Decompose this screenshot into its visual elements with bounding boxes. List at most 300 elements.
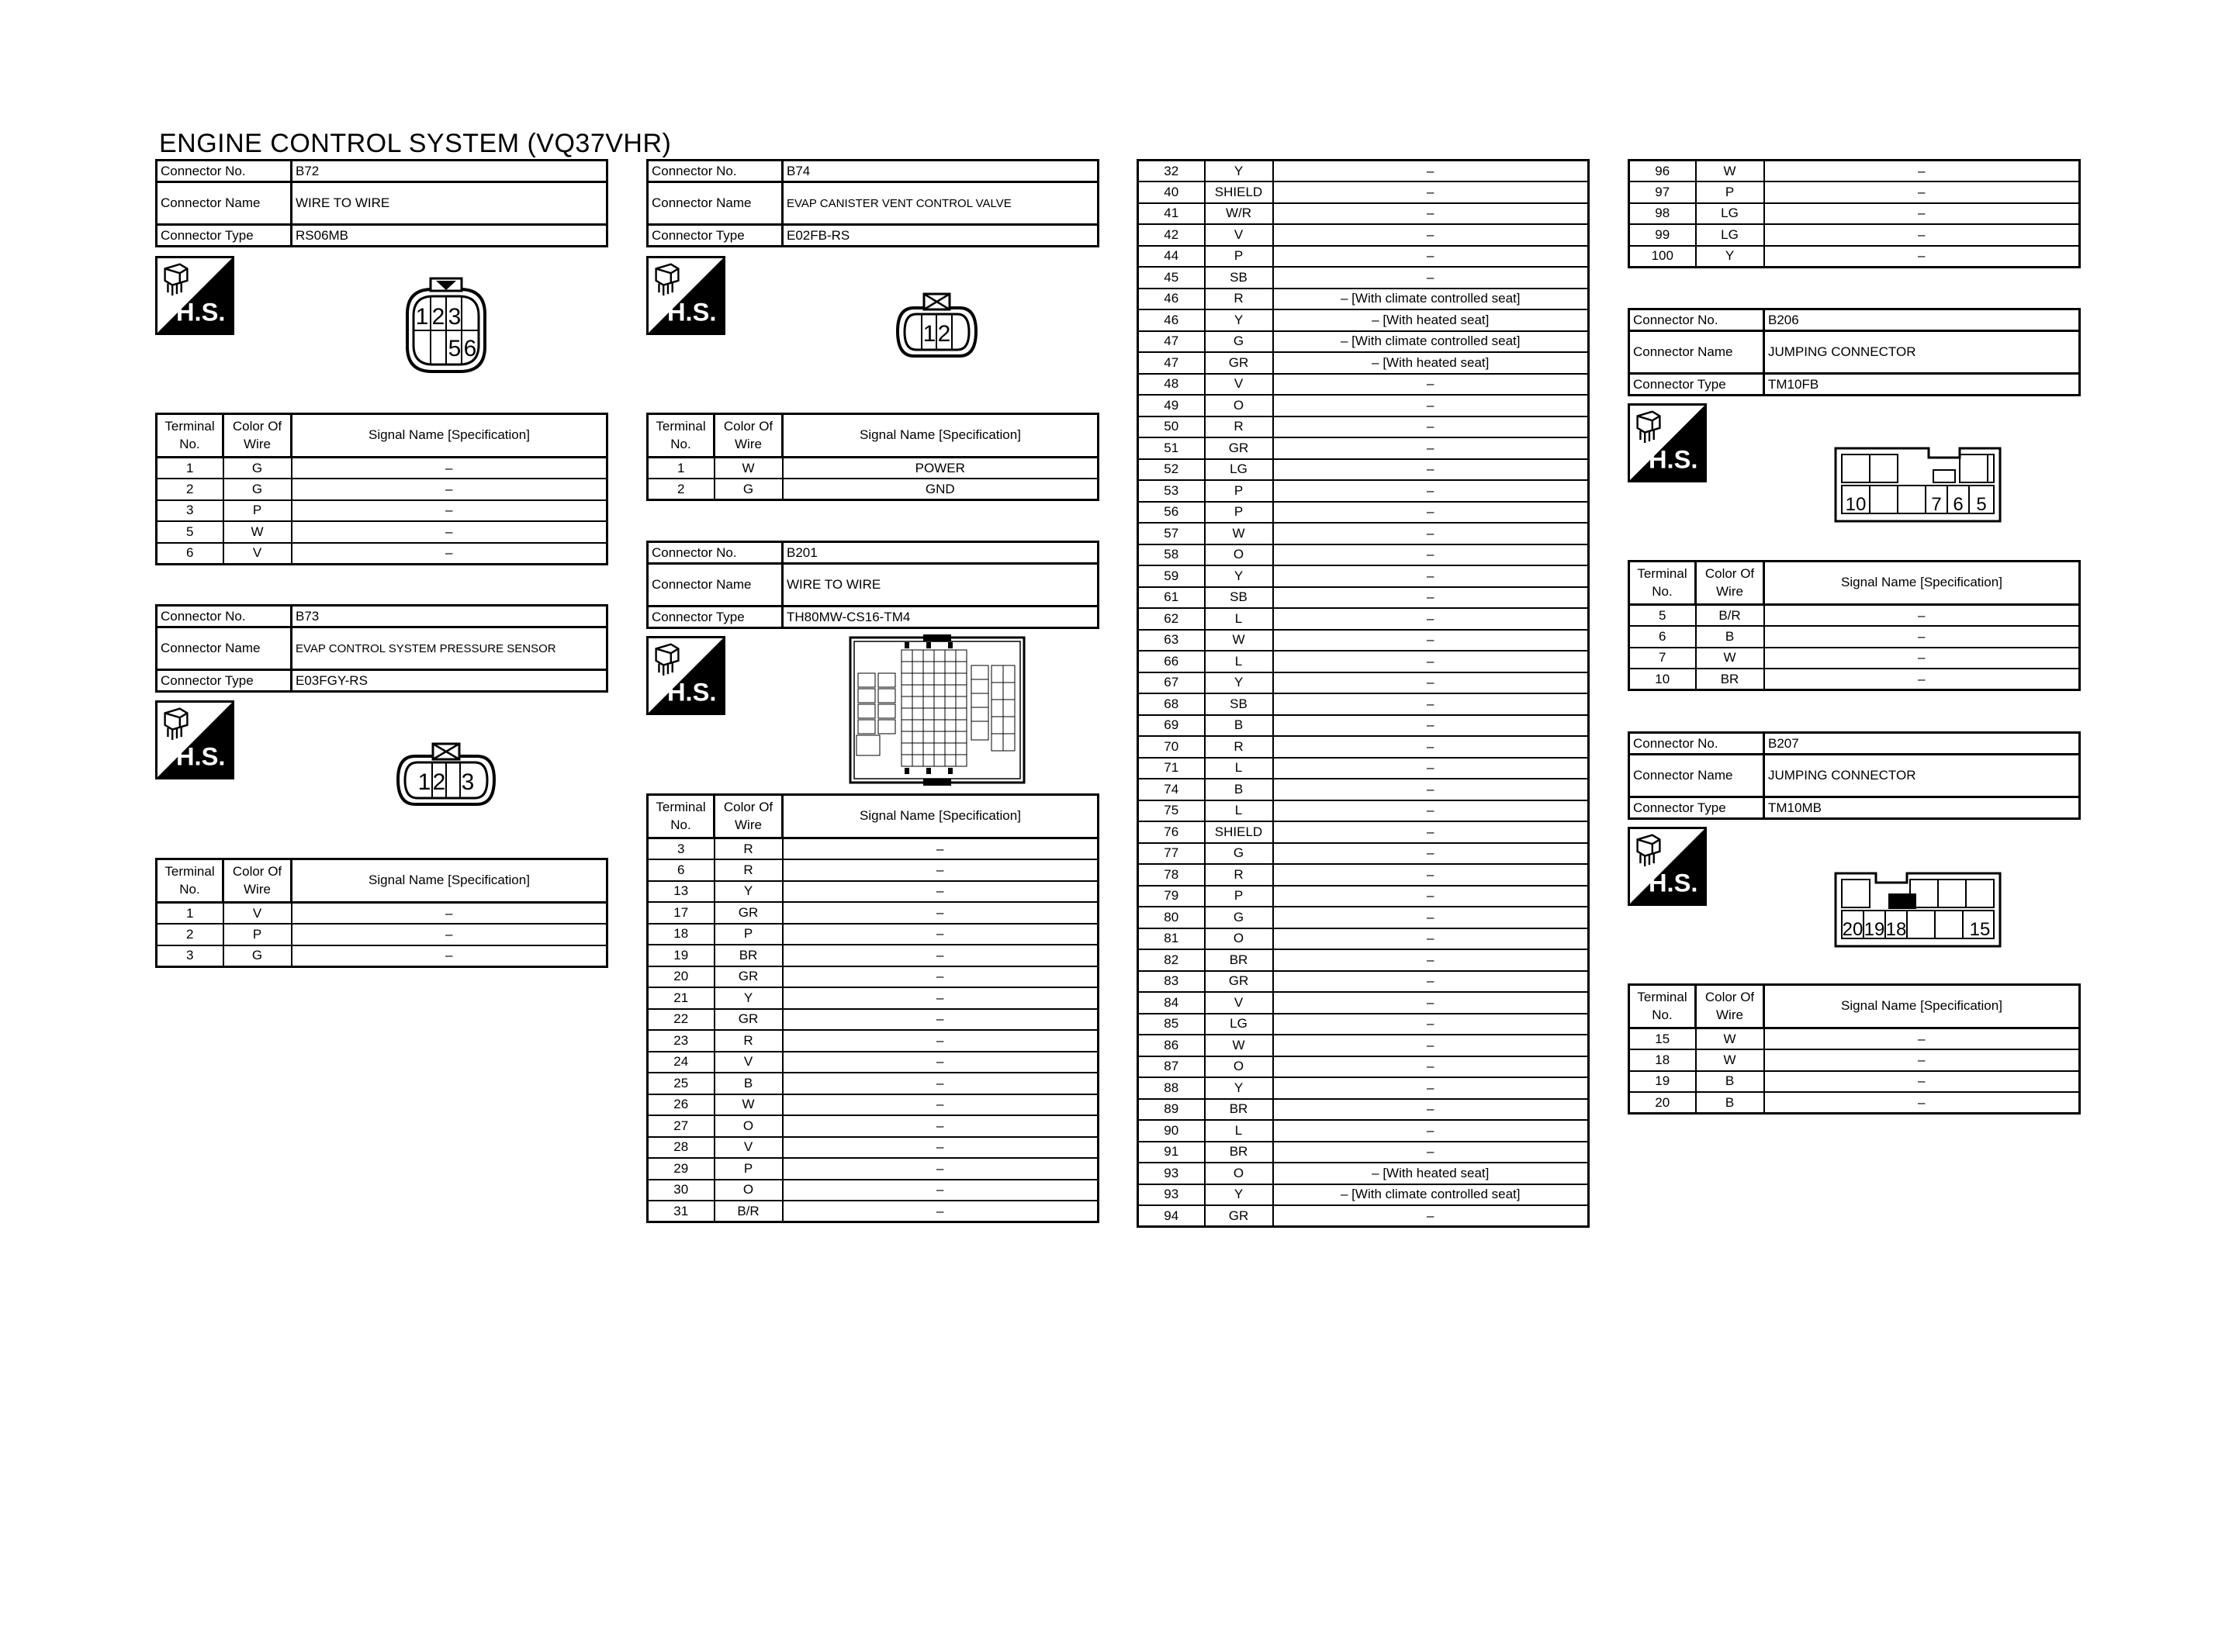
wire-color-cell: Y <box>1205 565 1273 587</box>
color-of-wire-header: Color Of Wire <box>223 859 292 903</box>
wire-color-cell: V <box>715 1052 783 1073</box>
wire-color-cell: R <box>1205 289 1273 310</box>
signal-name-cell: – <box>783 1052 1099 1073</box>
terminal-no-cell: 81 <box>1138 928 1205 950</box>
terminal-no-header: Terminal No. <box>157 859 223 903</box>
table-row <box>1138 544 1589 566</box>
signal-name-cell: – <box>1273 864 1589 886</box>
table-row <box>648 1094 1099 1116</box>
b206-header <box>1628 308 2081 396</box>
terminal-no-cell: 96 <box>1629 161 1696 182</box>
terminal-no-cell: 97 <box>1629 181 1696 203</box>
signal-name-cell: – <box>1273 907 1589 928</box>
table-row <box>157 543 607 565</box>
table-row <box>1138 693 1589 715</box>
terminal-no-cell: 46 <box>1138 289 1205 310</box>
terminal-no-cell: 58 <box>1138 544 1205 566</box>
connector-name-value: JUMPING CONNECTOR <box>1764 331 2080 374</box>
table-row <box>1629 246 2080 268</box>
connector-type-value: TH80MW-CS16-TM4 <box>783 607 1099 628</box>
wire-color-cell: G <box>1205 331 1273 353</box>
color-of-wire-header: Color Of Wire <box>715 795 783 838</box>
wire-color-cell: Y <box>1205 161 1273 182</box>
wire-color-cell: O <box>715 1115 783 1137</box>
signal-name-cell: – <box>1764 203 2080 225</box>
terminal-no-cell: 80 <box>1138 907 1205 928</box>
wire-color-cell: W <box>715 458 783 479</box>
table-row <box>1138 1142 1589 1163</box>
table-row <box>1138 1014 1589 1035</box>
connector-type-label: Connector Type <box>1629 797 1764 819</box>
terminal-no-cell: 94 <box>1138 1205 1205 1227</box>
signal-name-header: Signal Name [Specification] <box>783 414 1099 458</box>
signal-name-cell: – <box>292 521 607 543</box>
terminal-no-cell: 6 <box>157 543 223 565</box>
wire-color-cell: P <box>1696 181 1764 203</box>
pin-label: 5 <box>1976 494 1987 515</box>
connector-no-value: B201 <box>783 542 1099 564</box>
table-row <box>1138 608 1589 630</box>
signal-name-cell: – <box>1273 246 1589 268</box>
signal-name-cell: – <box>783 1009 1099 1031</box>
signal-name-cell: – <box>1273 1120 1589 1142</box>
signal-name-cell: – <box>1273 693 1589 715</box>
wire-color-cell: R <box>715 838 783 860</box>
signal-name-cell: – <box>1273 523 1589 544</box>
wire-color-cell: BR <box>1205 1142 1273 1163</box>
wire-color-cell: W <box>1696 1028 1764 1050</box>
table-row <box>1138 672 1589 694</box>
pin-label: 3 <box>461 769 475 795</box>
pin-label: 19 <box>1864 919 1885 940</box>
wire-color-cell: O <box>715 1180 783 1201</box>
table-row <box>1138 480 1589 502</box>
terminal-no-cell: 53 <box>1138 480 1205 502</box>
terminal-no-cell: 47 <box>1138 331 1205 353</box>
harness-side-icon <box>155 700 234 779</box>
terminal-no-cell: 2 <box>157 924 223 945</box>
terminal-no-cell: 89 <box>1138 1099 1205 1121</box>
table-row <box>1138 1184 1589 1206</box>
terminal-no-cell: 78 <box>1138 864 1205 886</box>
wire-color-cell: W <box>1205 630 1273 651</box>
signal-name-cell: – <box>1273 161 1589 182</box>
wire-color-cell: V <box>1205 224 1273 246</box>
wire-color-cell: G <box>1205 907 1273 928</box>
wire-color-cell: LG <box>1696 203 1764 225</box>
terminal-no-cell: 1 <box>157 458 223 479</box>
signal-name-cell: – <box>1764 161 2080 182</box>
terminal-no-cell: 84 <box>1138 992 1205 1014</box>
terminal-no-cell: 20 <box>1629 1092 1696 1114</box>
b73-connector-face <box>392 741 500 810</box>
table-row <box>1138 437 1589 459</box>
signal-name-cell: – <box>1764 1049 2080 1071</box>
b74-terminal-table <box>646 413 1099 501</box>
signal-name-cell: – <box>1273 608 1589 630</box>
terminal-no-cell: 2 <box>648 479 715 500</box>
table-row <box>1629 1049 2080 1071</box>
table-row <box>1138 395 1589 416</box>
pin-label: 18 <box>1885 919 1907 940</box>
table-row <box>1138 907 1589 928</box>
terminal-no-cell: 56 <box>1138 502 1205 524</box>
connector-no-value: B72 <box>292 161 607 182</box>
signal-name-cell: – <box>292 903 607 924</box>
wire-color-cell: Y <box>1205 1077 1273 1099</box>
wire-color-cell: SB <box>1205 267 1273 289</box>
table-row <box>1138 181 1589 203</box>
signal-name-cell: – <box>1273 843 1589 865</box>
wire-color-cell: O <box>1205 544 1273 566</box>
signal-name-cell: – <box>292 458 607 479</box>
signal-name-cell: – [With heated seat] <box>1273 1163 1589 1184</box>
terminal-no-cell: 91 <box>1138 1142 1205 1163</box>
terminal-no-cell: 46 <box>1138 309 1205 331</box>
table-row <box>648 902 1099 924</box>
wire-color-cell: BR <box>1205 1099 1273 1121</box>
wire-color-cell: Y <box>1205 672 1273 694</box>
signal-name-cell: – <box>1273 800 1589 822</box>
wire-color-cell: W <box>1696 1049 1764 1071</box>
terminal-no-cell: 83 <box>1138 971 1205 993</box>
wire-color-cell: P <box>223 924 292 945</box>
wire-color-cell: V <box>223 903 292 924</box>
signal-name-cell: – <box>1273 672 1589 694</box>
table-row <box>1138 928 1589 950</box>
table-row <box>1629 605 2080 627</box>
wire-color-cell: R <box>1205 736 1273 758</box>
terminal-no-cell: 67 <box>1138 672 1205 694</box>
signal-name-cell: – <box>1764 626 2080 648</box>
terminal-no-cell: 5 <box>157 521 223 543</box>
signal-name-cell: – [With climate controlled seat] <box>1273 331 1589 353</box>
signal-name-cell: – <box>1273 181 1589 203</box>
pin-label: 1 <box>922 321 936 347</box>
signal-name-cell: – <box>1273 480 1589 502</box>
wire-color-cell: GR <box>715 1009 783 1031</box>
signal-name-cell: – <box>1273 992 1589 1014</box>
terminal-no-cell: 30 <box>648 1180 715 1201</box>
terminal-no-cell: 52 <box>1138 459 1205 481</box>
wire-color-cell: Y <box>715 881 783 903</box>
table-row <box>1138 523 1589 544</box>
terminal-no-cell: 51 <box>1138 437 1205 459</box>
connector-type-label: Connector Type <box>157 670 292 692</box>
connector-type-label: Connector Type <box>648 225 783 247</box>
wire-color-cell: Y <box>1205 309 1273 331</box>
hs-badge-text: H.S. <box>1648 868 1698 897</box>
wire-color-cell: V <box>1205 374 1273 396</box>
wire-color-cell: SB <box>1205 587 1273 609</box>
terminal-no-header: Terminal No. <box>157 414 223 458</box>
connector-name-value: WIRE TO WIRE <box>783 564 1099 607</box>
signal-name-cell: – <box>1273 1014 1589 1035</box>
signal-name-cell: – <box>783 838 1099 860</box>
signal-name-cell: – <box>1273 1035 1589 1056</box>
table-row <box>648 1073 1099 1094</box>
table-row <box>157 458 607 479</box>
wire-color-cell: LG <box>1205 459 1273 481</box>
connector-no-value: B74 <box>783 161 1099 182</box>
signal-name-header: Signal Name [Specification] <box>292 414 607 458</box>
wire-color-cell: GR <box>1205 971 1273 993</box>
table-row <box>157 479 607 500</box>
signal-name-cell: – <box>1273 715 1589 737</box>
terminal-no-cell: 13 <box>648 881 715 903</box>
terminal-no-cell: 6 <box>648 859 715 881</box>
table-row <box>648 859 1099 881</box>
signal-name-cell: – <box>1764 1028 2080 1050</box>
b201-connector-face <box>847 634 1027 786</box>
table-row <box>1138 992 1589 1014</box>
terminal-no-cell: 28 <box>648 1137 715 1159</box>
terminal-no-cell: 6 <box>1629 626 1696 648</box>
signal-name-cell: – <box>1764 1071 2080 1093</box>
connector-name-label: Connector Name <box>648 182 783 225</box>
terminal-no-cell: 1 <box>157 903 223 924</box>
pin-label: 3 <box>448 304 462 330</box>
table-row <box>1138 1099 1589 1121</box>
harness-side-icon <box>1628 827 1707 906</box>
b73-header <box>155 604 608 693</box>
signal-name-cell: – <box>783 1115 1099 1137</box>
signal-name-cell: – <box>1273 886 1589 907</box>
terminal-no-header: Terminal No. <box>648 795 715 838</box>
signal-name-cell: – [With heated seat] <box>1273 352 1589 374</box>
terminal-no-cell: 66 <box>1138 651 1205 672</box>
table-row <box>1138 821 1589 843</box>
connector-name-label: Connector Name <box>1629 331 1764 374</box>
connector-name-label: Connector Name <box>157 627 292 670</box>
terminal-no-cell: 27 <box>648 1115 715 1137</box>
connector-no-value: B73 <box>292 606 607 627</box>
terminal-no-cell: 82 <box>1138 949 1205 971</box>
wire-color-cell: W <box>1205 1035 1273 1056</box>
connector-no-label: Connector No. <box>157 606 292 627</box>
wire-color-cell: G <box>715 479 783 500</box>
signal-name-cell: – <box>783 1201 1099 1222</box>
signal-name-cell: – <box>783 1158 1099 1180</box>
wire-color-cell: P <box>1205 502 1273 524</box>
terminal-no-cell: 5 <box>1629 605 1696 627</box>
signal-name-cell: – <box>292 945 607 967</box>
signal-name-cell: – <box>1273 1077 1589 1099</box>
table-row <box>1629 1092 2080 1114</box>
table-row <box>648 1115 1099 1137</box>
wire-color-cell: B <box>1696 1071 1764 1093</box>
table-row <box>1138 1163 1589 1184</box>
harness-side-icon <box>646 636 725 715</box>
table-row <box>1629 669 2080 690</box>
connector-type-value: E02FB-RS <box>783 225 1099 247</box>
wire-color-cell: BR <box>1205 949 1273 971</box>
signal-name-cell: – [With heated seat] <box>1273 309 1589 331</box>
terminal-no-cell: 99 <box>1629 224 1696 246</box>
terminal-no-cell: 26 <box>648 1094 715 1116</box>
terminal-no-cell: 61 <box>1138 587 1205 609</box>
terminal-no-cell: 29 <box>648 1158 715 1180</box>
signal-name-cell: – <box>1273 1056 1589 1078</box>
wire-color-cell: LG <box>1205 1014 1273 1035</box>
wire-color-cell: V <box>1205 992 1273 1014</box>
terminal-no-cell: 88 <box>1138 1077 1205 1099</box>
wire-color-cell: W <box>715 1094 783 1116</box>
terminal-no-cell: 22 <box>648 1009 715 1031</box>
terminal-no-cell: 68 <box>1138 693 1205 715</box>
signal-name-header: Signal Name [Specification] <box>292 859 607 903</box>
b201-header <box>646 541 1099 629</box>
terminal-no-cell: 42 <box>1138 224 1205 246</box>
signal-name-cell: – <box>1273 502 1589 524</box>
table-row <box>648 1009 1099 1031</box>
terminal-no-cell: 18 <box>648 924 715 945</box>
pin-label: 20 <box>1842 919 1864 940</box>
signal-name-cell: – <box>1273 459 1589 481</box>
terminal-no-cell: 20 <box>648 966 715 988</box>
terminal-no-cell: 71 <box>1138 758 1205 779</box>
table-row <box>157 945 607 967</box>
terminal-no-cell: 86 <box>1138 1035 1205 1056</box>
table-row <box>648 881 1099 903</box>
connector-type-value: TM10FB <box>1764 374 2080 396</box>
page-title: ENGINE CONTROL SYSTEM (VQ37VHR) <box>159 129 672 158</box>
table-row <box>1138 971 1589 993</box>
table-row <box>1138 886 1589 907</box>
signal-name-cell: – <box>783 987 1099 1009</box>
terminal-no-cell: 69 <box>1138 715 1205 737</box>
table-row <box>648 1180 1099 1201</box>
wire-color-cell: BR <box>1696 669 1764 690</box>
signal-name-cell: – <box>783 859 1099 881</box>
table-row <box>157 924 607 945</box>
terminal-no-cell: 10 <box>1629 669 1696 690</box>
terminal-no-cell: 3 <box>648 838 715 860</box>
table-row <box>1138 1120 1589 1142</box>
table-row <box>1138 203 1589 225</box>
table-row <box>1629 1071 2080 1093</box>
signal-name-cell: – <box>1764 669 2080 690</box>
b201-terminal-table-part2 <box>1137 159 1590 1228</box>
signal-name-cell: – <box>783 902 1099 924</box>
terminal-no-cell: 76 <box>1138 821 1205 843</box>
wire-color-cell: P <box>223 500 292 522</box>
wire-color-cell: GR <box>1205 352 1273 374</box>
table-row <box>648 838 1099 860</box>
signal-name-cell: – <box>1273 1205 1589 1227</box>
signal-name-cell: – <box>292 924 607 945</box>
terminal-no-cell: 62 <box>1138 608 1205 630</box>
signal-name-cell: – <box>292 479 607 500</box>
table-row <box>648 1030 1099 1052</box>
terminal-no-cell: 57 <box>1138 523 1205 544</box>
signal-name-cell: – <box>1273 544 1589 566</box>
table-row <box>648 479 1099 500</box>
connector-name-value: JUMPING CONNECTOR <box>1764 755 2080 797</box>
table-row <box>648 1158 1099 1180</box>
table-row <box>648 945 1099 966</box>
terminal-no-cell: 3 <box>157 945 223 967</box>
signal-name-cell: – [With climate controlled seat] <box>1273 1184 1589 1206</box>
terminal-no-cell: 93 <box>1138 1184 1205 1206</box>
table-row <box>157 500 607 522</box>
terminal-no-cell: 15 <box>1629 1028 1696 1050</box>
signal-name-cell: – <box>1273 779 1589 800</box>
terminal-no-cell: 7 <box>1629 648 1696 669</box>
signal-name-cell: – <box>783 966 1099 988</box>
pin-label: 7 <box>1931 494 1942 515</box>
table-row <box>1138 224 1589 246</box>
table-row <box>1629 203 2080 225</box>
harness-side-icon <box>155 256 234 335</box>
terminal-no-cell: 87 <box>1138 1056 1205 1078</box>
table-row <box>648 924 1099 945</box>
b74-connector-face <box>892 291 981 365</box>
table-row <box>1138 374 1589 396</box>
terminal-no-header: Terminal No. <box>648 414 715 458</box>
connector-no-label: Connector No. <box>1629 309 1764 331</box>
pin-label: 2 <box>937 321 951 347</box>
wire-color-cell: B <box>1205 715 1273 737</box>
b201-terminal-table-part3 <box>1628 159 2081 268</box>
terminal-no-cell: 90 <box>1138 1120 1205 1142</box>
table-row <box>1138 800 1589 822</box>
terminal-no-cell: 23 <box>648 1030 715 1052</box>
wire-color-cell: V <box>223 543 292 565</box>
terminal-no-cell: 45 <box>1138 267 1205 289</box>
wire-color-cell: Y <box>715 987 783 1009</box>
connector-name-value: EVAP CANISTER VENT CONTROL VALVE <box>783 182 1099 225</box>
signal-name-cell: GND <box>783 479 1099 500</box>
wire-color-cell: L <box>1205 651 1273 672</box>
signal-name-cell: – <box>783 881 1099 903</box>
table-row <box>1629 648 2080 669</box>
wire-color-cell: B/R <box>715 1201 783 1222</box>
pin-label: 6 <box>463 336 477 361</box>
signal-name-cell: – <box>783 1180 1099 1201</box>
table-row <box>1138 758 1589 779</box>
wire-color-cell: SHIELD <box>1205 181 1273 203</box>
signal-name-cell: – <box>1273 949 1589 971</box>
terminal-no-cell: 44 <box>1138 246 1205 268</box>
signal-name-header: Signal Name [Specification] <box>1764 985 2080 1028</box>
signal-name-cell: – <box>1273 224 1589 246</box>
table-row <box>157 903 607 924</box>
table-row <box>648 1201 1099 1222</box>
terminal-no-cell: 75 <box>1138 800 1205 822</box>
wire-color-cell: P <box>715 1158 783 1180</box>
wire-color-cell: V <box>715 1137 783 1159</box>
wire-color-cell: O <box>1205 928 1273 950</box>
terminal-no-cell: 49 <box>1138 395 1205 416</box>
wire-color-cell: B <box>1696 626 1764 648</box>
connector-type-value: RS06MB <box>292 225 607 247</box>
table-row <box>648 1137 1099 1159</box>
hs-badge-text: H.S. <box>666 297 717 327</box>
signal-name-cell: – <box>783 1094 1099 1116</box>
signal-name-cell: – <box>292 500 607 522</box>
pin-label: 1 <box>417 769 431 795</box>
harness-side-icon <box>646 256 725 335</box>
pin-label: 15 <box>1969 919 1991 940</box>
table-row <box>1138 246 1589 268</box>
wire-color-cell: W <box>1205 523 1273 544</box>
table-row <box>1629 181 2080 203</box>
table-row <box>648 458 1099 479</box>
wire-color-cell: W/R <box>1205 203 1273 225</box>
signal-name-header: Signal Name [Specification] <box>783 795 1099 838</box>
table-row <box>1138 1035 1589 1056</box>
